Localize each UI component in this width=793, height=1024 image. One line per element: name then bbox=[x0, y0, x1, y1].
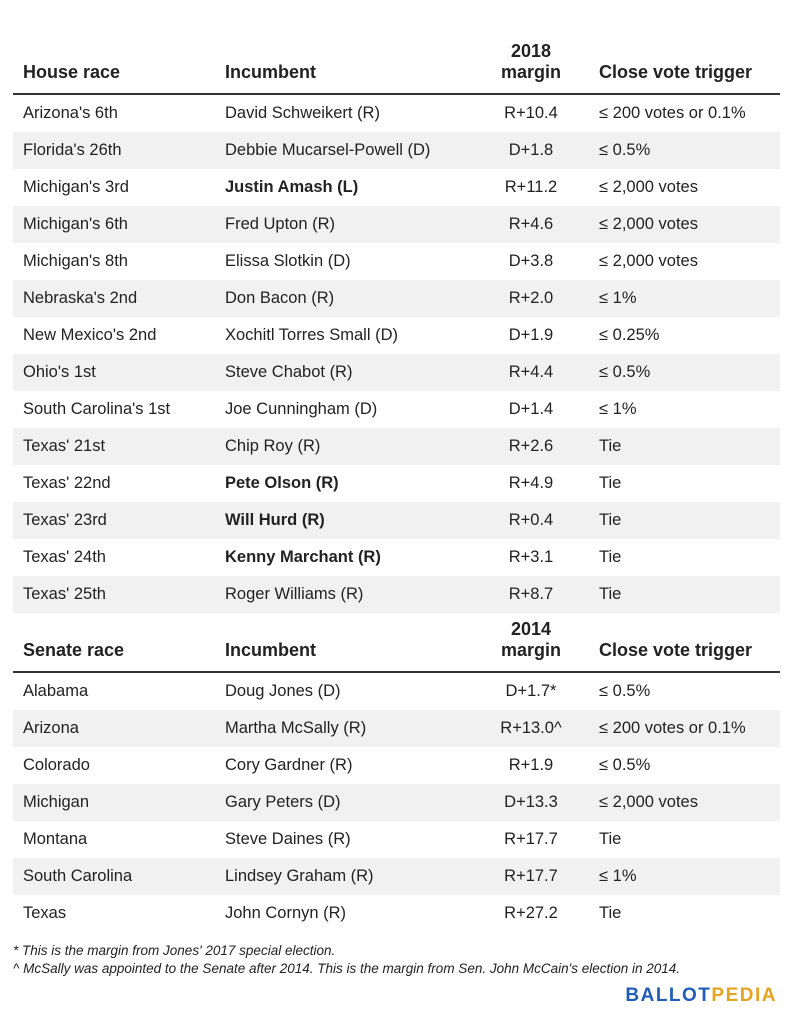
footnote-jones: * This is the margin from Jones' 2017 special election. bbox=[13, 943, 336, 958]
house-margin-header: 2018 margin bbox=[500, 41, 561, 82]
table-row bbox=[13, 465, 780, 502]
race-cell: Ohio's 1st bbox=[23, 363, 96, 381]
senate-table-body bbox=[13, 673, 780, 932]
trigger-cell: Tie bbox=[599, 830, 622, 848]
trigger-cell: Tie bbox=[599, 474, 622, 492]
incumbent-cell: Chip Roy (R) bbox=[225, 437, 321, 455]
race-cell: Colorado bbox=[23, 756, 90, 774]
race-cell: Montana bbox=[23, 830, 88, 848]
incumbent-cell: John Cornyn (R) bbox=[225, 904, 347, 922]
table-row bbox=[13, 317, 780, 354]
logo-part2: PEDIA bbox=[711, 985, 777, 1006]
senate-trigger-header: Close vote trigger bbox=[599, 640, 753, 660]
race-cell: Texas' 23rd bbox=[23, 511, 107, 529]
senate-incumbent-header: Incumbent bbox=[225, 640, 317, 660]
house-race-header: House race bbox=[23, 62, 121, 82]
trigger-cell: ≤ 1% bbox=[599, 400, 637, 418]
race-cell: South Carolina bbox=[23, 867, 133, 885]
senate-race-header: Senate race bbox=[23, 640, 125, 660]
margin-cell: D+1.9 bbox=[508, 326, 554, 344]
trigger-cell: ≤ 0.5% bbox=[599, 363, 651, 381]
margin-cell: D+1.4 bbox=[508, 400, 554, 418]
margin-cell: D+3.8 bbox=[508, 252, 554, 270]
margin-cell: D+13.3 bbox=[504, 793, 558, 811]
logo-part1: BALLOT bbox=[625, 985, 712, 1006]
margin-cell: R+4.4 bbox=[508, 363, 554, 381]
race-cell: Michigan's 3rd bbox=[23, 178, 129, 196]
trigger-cell: ≤ 200 votes or 0.1% bbox=[599, 719, 746, 737]
incumbent-cell: Will Hurd (R) bbox=[225, 511, 325, 529]
margin-cell: R+2.0 bbox=[508, 289, 554, 307]
trigger-cell: ≤ 2,000 votes bbox=[599, 178, 698, 196]
race-cell: Arizona bbox=[23, 719, 79, 737]
margin-cell: R+1.9 bbox=[508, 756, 554, 774]
table-row bbox=[13, 169, 780, 206]
race-cell: Alabama bbox=[23, 682, 89, 700]
race-cell: Texas' 22nd bbox=[23, 474, 111, 492]
footnote-mcsally: ^ McSally was appointed to the Senate after 2014. This is the margin from Sen. John McCain's election in 2014. bbox=[13, 961, 681, 976]
trigger-cell: Tie bbox=[599, 511, 622, 529]
incumbent-cell: Steve Daines (R) bbox=[225, 830, 351, 848]
table-row bbox=[13, 576, 780, 613]
trigger-cell: ≤ 0.5% bbox=[599, 682, 651, 700]
senate-header-row bbox=[13, 613, 780, 673]
margin-cell: R+4.9 bbox=[508, 474, 554, 492]
trigger-cell: ≤ 1% bbox=[599, 289, 637, 307]
table-row bbox=[13, 673, 780, 710]
race-cell: New Mexico's 2nd bbox=[23, 326, 157, 344]
trigger-cell: ≤ 0.5% bbox=[599, 756, 651, 774]
incumbent-cell: Roger Williams (R) bbox=[225, 585, 364, 603]
table-row bbox=[13, 95, 780, 132]
table-row bbox=[13, 539, 780, 576]
race-cell: Texas' 25th bbox=[23, 585, 106, 603]
margin-cell: D+1.8 bbox=[508, 141, 554, 159]
race-cell: Texas' 21st bbox=[23, 437, 106, 455]
table-row bbox=[13, 206, 780, 243]
trigger-cell: ≤ 0.25% bbox=[599, 326, 660, 344]
table-row bbox=[13, 132, 780, 169]
table-row bbox=[13, 710, 780, 747]
senate-margin-header: 2014 margin bbox=[500, 619, 561, 660]
margin-cell: R+3.1 bbox=[508, 548, 554, 566]
table-row bbox=[13, 747, 780, 784]
margin-cell: R+2.6 bbox=[508, 437, 554, 455]
margin-cell: D+1.7* bbox=[505, 682, 557, 700]
house-header-row bbox=[13, 30, 780, 95]
trigger-cell: ≤ 2,000 votes bbox=[599, 793, 698, 811]
incumbent-cell: Don Bacon (R) bbox=[225, 289, 335, 307]
race-cell: Michigan bbox=[23, 793, 90, 811]
table-row bbox=[13, 354, 780, 391]
race-cell: Texas bbox=[23, 904, 67, 922]
trigger-cell: Tie bbox=[599, 548, 622, 566]
house-table-body bbox=[13, 95, 780, 613]
race-cell: South Carolina's 1st bbox=[23, 400, 171, 418]
incumbent-cell: Debbie Mucarsel-Powell (D) bbox=[225, 141, 431, 159]
margin-cell: R+10.4 bbox=[504, 104, 558, 122]
incumbent-cell: Cory Gardner (R) bbox=[225, 756, 353, 774]
margin-cell: R+0.4 bbox=[508, 511, 554, 529]
race-cell: Florida's 26th bbox=[23, 141, 122, 159]
table-row bbox=[13, 502, 780, 539]
table-row bbox=[13, 821, 780, 858]
race-cell: Michigan's 6th bbox=[23, 215, 128, 233]
incumbent-cell: Gary Peters (D) bbox=[225, 793, 341, 811]
incumbent-cell: Xochitl Torres Small (D) bbox=[225, 326, 398, 344]
races-table bbox=[13, 30, 780, 932]
margin-cell: R+13.0^ bbox=[500, 719, 562, 737]
footnotes bbox=[13, 942, 680, 978]
trigger-cell: ≤ 1% bbox=[599, 867, 637, 885]
incumbent-cell: Justin Amash (L) bbox=[225, 178, 359, 196]
incumbent-cell: Doug Jones (D) bbox=[225, 682, 341, 700]
trigger-cell: ≤ 0.5% bbox=[599, 141, 651, 159]
trigger-cell: Tie bbox=[599, 585, 622, 603]
incumbent-cell: Lindsey Graham (R) bbox=[225, 867, 374, 885]
table-row bbox=[13, 858, 780, 895]
margin-cell: R+17.7 bbox=[504, 830, 558, 848]
race-cell: Texas' 24th bbox=[23, 548, 106, 566]
trigger-cell: Tie bbox=[599, 437, 622, 455]
table-row bbox=[13, 895, 780, 932]
margin-cell: R+4.6 bbox=[508, 215, 554, 233]
house-trigger-header: Close vote trigger bbox=[599, 62, 753, 82]
incumbent-cell: Fred Upton (R) bbox=[225, 215, 336, 233]
incumbent-cell: Kenny Marchant (R) bbox=[225, 548, 381, 566]
incumbent-cell: Joe Cunningham (D) bbox=[225, 400, 378, 418]
margin-cell: R+27.2 bbox=[504, 904, 558, 922]
incumbent-cell: Martha McSally (R) bbox=[225, 719, 367, 737]
table-row bbox=[13, 784, 780, 821]
margin-cell: R+11.2 bbox=[504, 178, 558, 196]
race-cell: Michigan's 8th bbox=[23, 252, 128, 270]
incumbent-cell: Pete Olson (R) bbox=[225, 474, 339, 492]
table-row bbox=[13, 428, 780, 465]
race-cell: Arizona's 6th bbox=[23, 104, 118, 122]
incumbent-cell: Elissa Slotkin (D) bbox=[225, 252, 351, 270]
incumbent-cell: David Schweikert (R) bbox=[225, 104, 380, 122]
table-row bbox=[13, 243, 780, 280]
table-row bbox=[13, 280, 780, 317]
ballotpedia-logo bbox=[625, 985, 777, 1007]
margin-cell: R+17.7 bbox=[504, 867, 558, 885]
table-row bbox=[13, 391, 780, 428]
margin-cell: R+8.7 bbox=[508, 585, 554, 603]
trigger-cell: ≤ 2,000 votes bbox=[599, 252, 698, 270]
house-incumbent-header: Incumbent bbox=[225, 62, 317, 82]
trigger-cell: ≤ 200 votes or 0.1% bbox=[599, 104, 746, 122]
trigger-cell: Tie bbox=[599, 904, 622, 922]
incumbent-cell: Steve Chabot (R) bbox=[225, 363, 353, 381]
race-cell: Nebraska's 2nd bbox=[23, 289, 138, 307]
trigger-cell: ≤ 2,000 votes bbox=[599, 215, 698, 233]
